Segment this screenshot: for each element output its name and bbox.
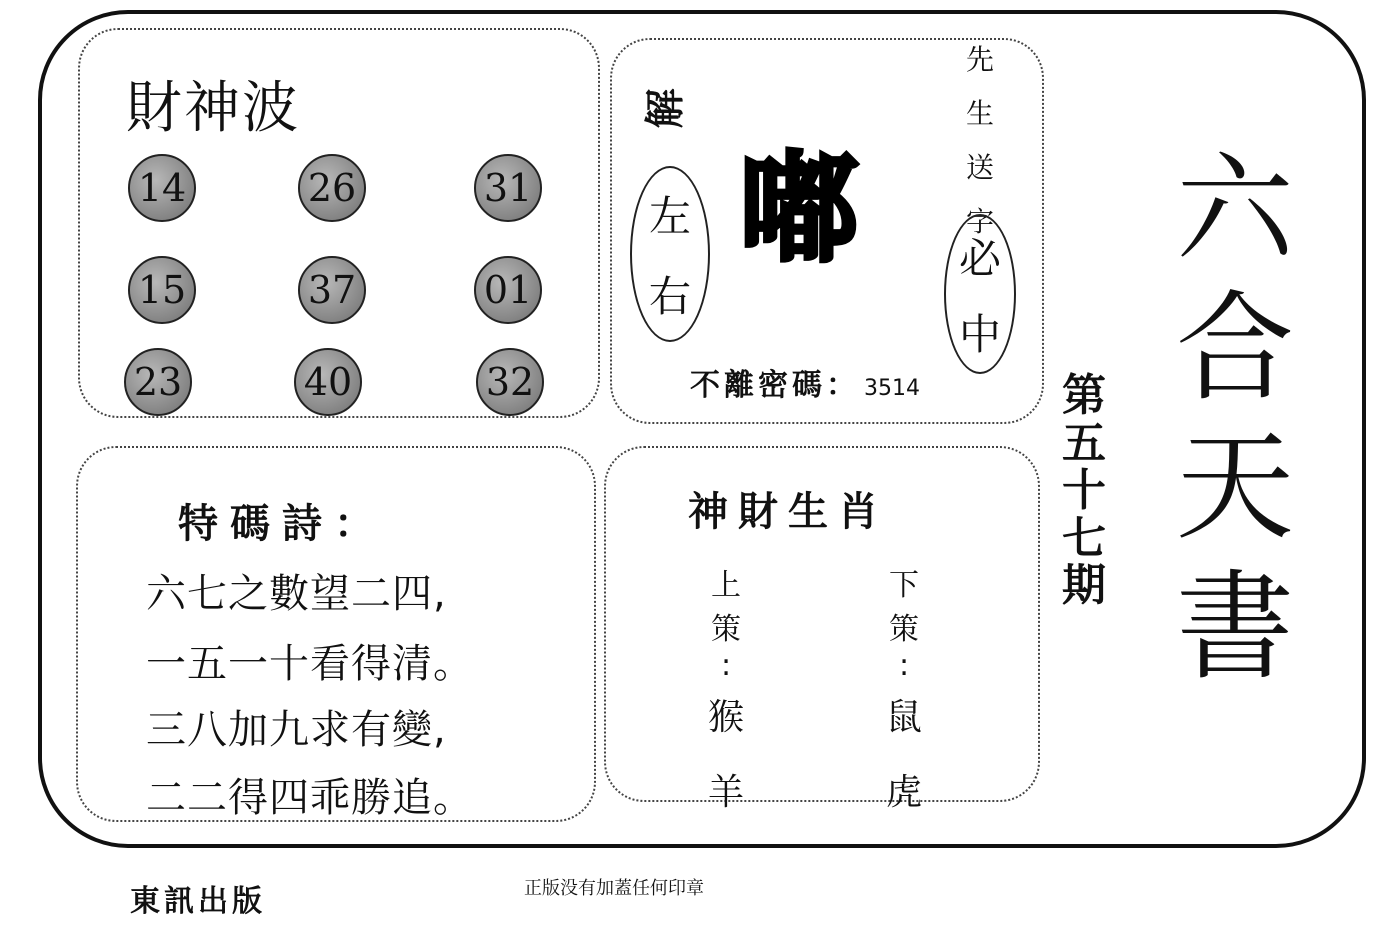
left-right-oval [630, 166, 710, 342]
secret-label: 不離密碼： [690, 368, 860, 403]
sender-char: 送 [966, 151, 995, 184]
upper-strategy [708, 560, 744, 815]
jie-label: 解 [642, 88, 689, 129]
must-hit-oval [944, 214, 1016, 374]
number-ball: 37 [298, 256, 366, 324]
sender-char: 字 [966, 205, 995, 238]
upper-label-char: 策 [711, 612, 741, 647]
sender-char: 生 [966, 97, 995, 130]
poem-title: 特碼詩： [178, 501, 386, 547]
lower-strategy [886, 560, 922, 815]
issue-char: 五 [1062, 417, 1106, 469]
book-title-char: 合 [1176, 279, 1295, 418]
upper-label-char: 上 [711, 568, 741, 603]
book-title [1176, 140, 1294, 697]
lower-label-colon: : [898, 648, 910, 683]
zodiac-title: 神財生肖 [688, 489, 888, 535]
secret-code [690, 360, 920, 404]
lower-label-char: 下 [889, 568, 919, 603]
upper-label-colon: : [720, 648, 732, 683]
authenticity-notice: 正版没有加蓋任何印章 [524, 878, 704, 899]
hit-char: 中 [958, 310, 1001, 359]
poem-line: 一五一十看得清。 [146, 641, 474, 687]
zodiac-animal: 虎 [886, 772, 923, 813]
book-title-char: 六 [1176, 140, 1295, 278]
issue-char: 七 [1062, 512, 1106, 564]
zodiac-animal: 猴 [708, 697, 745, 738]
poem-line: 二二得四乖勝追。 [146, 775, 474, 821]
number-ball: 15 [128, 256, 196, 324]
poem-line: 三八加九求有變, [146, 707, 447, 753]
number-ball: 32 [476, 348, 544, 416]
wave-title: 財神波 [126, 76, 300, 141]
book-title-char: 天 [1176, 418, 1295, 557]
left-char: 左 [648, 192, 691, 241]
issue-number [1062, 372, 1106, 610]
zodiac-animal: 鼠 [886, 697, 923, 738]
book-title-char: 書 [1176, 557, 1295, 696]
number-ball: 23 [124, 348, 192, 416]
number-ball: 14 [128, 154, 196, 222]
poem-line: 六七之數望二四, [146, 571, 447, 617]
sender-char: 先 [966, 43, 995, 76]
right-char: 右 [648, 272, 691, 321]
sender-text [966, 38, 994, 240]
riddle-main-char: 嘟 [740, 140, 859, 278]
lower-label-char: 策 [889, 612, 919, 647]
issue-char: 期 [1062, 560, 1106, 612]
number-ball: 01 [474, 256, 542, 324]
number-ball: 40 [294, 348, 362, 416]
zodiac-animal: 羊 [708, 772, 745, 813]
publisher: 東訊出版 [130, 884, 266, 919]
number-ball: 31 [474, 154, 542, 222]
issue-char: 第 [1062, 370, 1106, 421]
issue-char: 十 [1062, 465, 1106, 517]
secret-number: 3514 [864, 376, 920, 401]
must-char: 必 [958, 234, 1001, 283]
number-ball: 26 [298, 154, 366, 222]
